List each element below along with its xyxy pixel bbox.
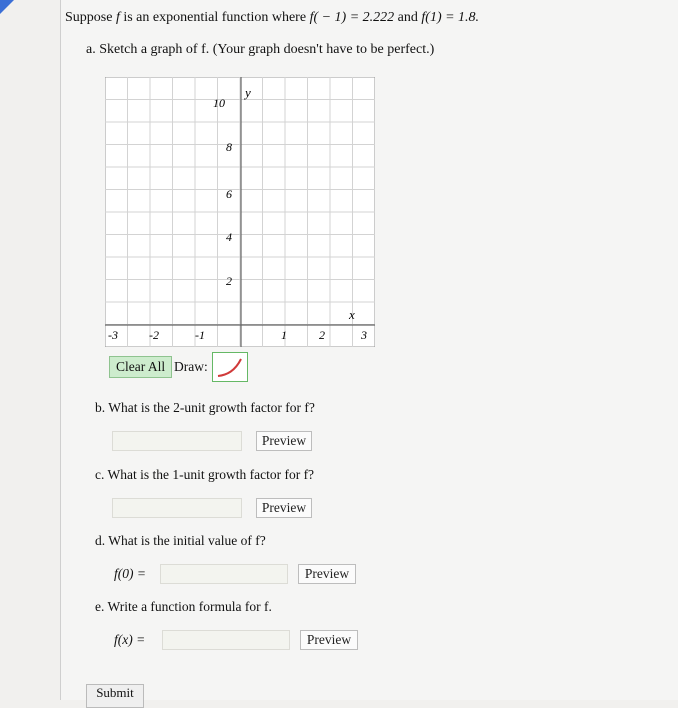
part-b-question: b. What is the 2-unit growth factor for f? bbox=[95, 400, 315, 415]
y-axis-label: y bbox=[245, 85, 251, 100]
part-c-question: c. What is the 1-unit growth factor for f? bbox=[95, 467, 315, 482]
svg-text:2: 2 bbox=[319, 328, 325, 342]
svg-text:10: 10 bbox=[213, 96, 225, 110]
svg-text:4: 4 bbox=[226, 230, 232, 244]
part-d-preview-button[interactable]: Preview bbox=[298, 564, 356, 584]
x-axis-label: x bbox=[349, 307, 355, 322]
problem-statement: Suppose f is an exponential function where f( − 1) = 2.222 and f(1) = 1.8. bbox=[65, 10, 480, 25]
part-e-preview-button[interactable]: Preview bbox=[300, 630, 358, 650]
part-c-answer-input[interactable] bbox=[112, 498, 242, 518]
x-tick-label bbox=[108, 328, 118, 342]
curve-draw-icon bbox=[213, 353, 247, 381]
part-b-preview-button[interactable]: Preview bbox=[256, 431, 312, 451]
part-d-lhs: f(0) = bbox=[114, 566, 146, 581]
x-tick-label bbox=[149, 328, 159, 342]
svg-text:-2: -2 bbox=[149, 328, 159, 342]
x-tick-label bbox=[195, 328, 205, 342]
part-d-question: d. What is the initial value of f? bbox=[95, 533, 266, 548]
svg-text:1: 1 bbox=[281, 328, 287, 342]
svg-text:2: 2 bbox=[226, 274, 232, 288]
svg-text:-3: -3 bbox=[108, 328, 118, 342]
x-tick-label bbox=[319, 328, 325, 342]
part-e-answer-input[interactable] bbox=[162, 630, 290, 650]
part-d-answer-input[interactable] bbox=[160, 564, 288, 584]
y-tick-label bbox=[226, 187, 232, 201]
y-tick-label bbox=[226, 230, 232, 244]
part-e-question: e. Write a function formula for f. bbox=[95, 599, 272, 614]
y-tick-label bbox=[226, 274, 232, 288]
svg-text:3: 3 bbox=[361, 328, 367, 342]
clear-all-button[interactable]: Clear All bbox=[109, 356, 172, 378]
graph-canvas[interactable] bbox=[105, 77, 375, 347]
x-tick-label bbox=[281, 328, 287, 342]
corner-marker-icon bbox=[0, 0, 14, 14]
part-c-preview-button[interactable]: Preview bbox=[256, 498, 312, 518]
y-tick-label bbox=[213, 96, 225, 110]
submit-button[interactable]: Submit bbox=[86, 684, 144, 708]
part-e-lhs: f(x) = bbox=[114, 632, 146, 647]
part-b-answer-input[interactable] bbox=[112, 431, 242, 451]
svg-text:6: 6 bbox=[226, 187, 232, 201]
draw-tool-button[interactable] bbox=[212, 352, 248, 382]
y-tick-label bbox=[226, 140, 232, 154]
draw-label: Draw: bbox=[174, 359, 208, 374]
svg-text:8: 8 bbox=[226, 140, 232, 154]
svg-text:-1: -1 bbox=[195, 328, 205, 342]
part-a-question: a. Sketch a graph of f. (Your graph doesn't have to be perfect.) bbox=[86, 42, 435, 57]
x-tick-label bbox=[360, 328, 367, 342]
